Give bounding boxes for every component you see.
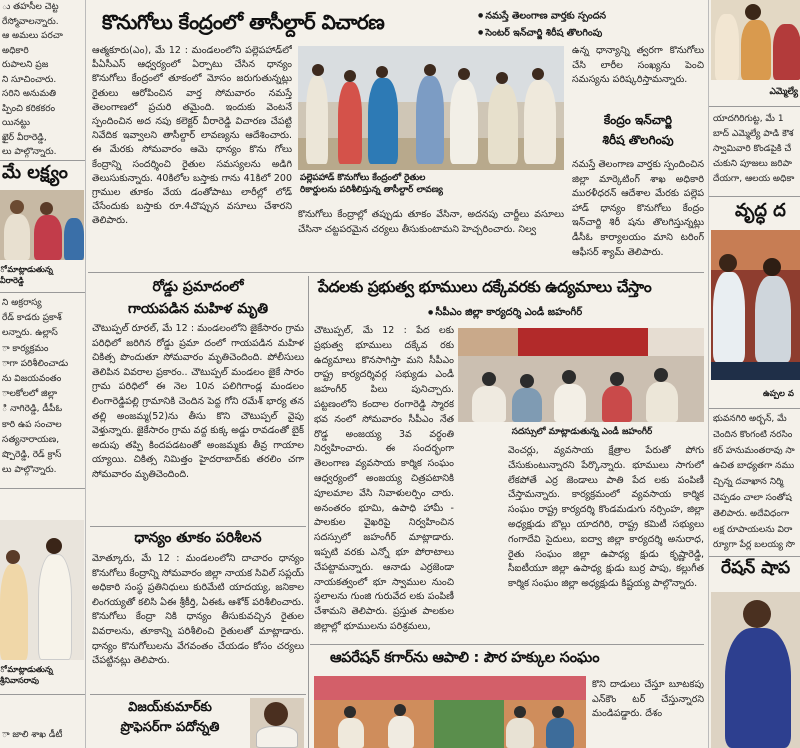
story3-headline: ధాన్యం తూకం పరిశీలన bbox=[134, 530, 262, 546]
story4-para1: చౌటుప్పల్, మే 12 : పేద లకు ప్రభుత్వ భూములు దక్కేవ రకు ఉద్యమాలు కొనసాగిస్తా మని సీపీఎం రాష్ట్ర కార్యదర్శివర్గ సభ్యుడు ఎండీ జహంగీర్ పిలు పునిచ్చారు. పట్టణంలోని కందాల రంగారెడ్డి స్మారక భవ నంలో సోమవారం సీపీఎం నేత రొడ్డ అంజయ్య 3వ వర్ధంతి నిర్వహించారు. ఈ సందర్భంగా తెలంగాణ వ్యవసాయ కార్మిక సంఘం ఆధ్వర్యంలో అంజయ్య చిత్రపటానికి పూలమాల వేసి నివాళులర్పిం చారు. అనంతరం భూమి, ఉపాధి హామీ - పాలకుల వైఖరిపై నిర్వహించిన సదస్సులో జహంగీర్ మాట్లాడారు. ఇప్పటి వరకు ఎన్నో భూ పోరాటాలు చేపట్టామన్నారు. ఆనాడు ఎర్రజెండా నాయకత్వంలో భూ స్వాముల నుంచి స్థలాలను గుంజి గురువేద లకు పంపిణీ చేశామని తెలిపారు. ప్రస్తుత పాలకుల జిల్లాల్లో భూములను పరిశ్రమలు, bbox=[314, 325, 454, 632]
story1-para2: కొనుగోలు కేంద్రాల్లో తప్పుడు తూకం వేసినా, అదనపు చార్జీలు వసూలు చేసినా చట్టపరమైన చర్యలు తీసుకుంటామని హెచ్చరించారు. నిల్వ bbox=[298, 209, 564, 235]
story5-photo bbox=[314, 676, 586, 748]
story4-photo bbox=[458, 328, 704, 422]
story1-subhead: కేంద్రం ఇన్‌చార్జి శిరీష తొలగింపు bbox=[602, 113, 674, 147]
story1-bullets bbox=[478, 8, 704, 41]
story1-para1: ఆత్మకూరు(ఎం), మే 12 : మండలంలోని పల్లెపహాడ్‌లో పీఏసీఎస్ ఆధ్వర్యంలో ఏర్పాటు చేసిన ధాన్యం కొనుగోలు కేంద్రంలో తూకంలో మోసం జరుగుతున్నట్లు రైతులు ఆరోపించిన వార్త సోమవారం నమస్తే తెలంగాణలో ప్రచురి తమైంది. ఇందుకు వెంటనే స్పందించిన అద నపు కలెక్టర్ వీరారెడ్డి విచారణ చేపట్టి నివేదిక ఇవ్వాలని తాసీల్దార్ లావణ్యను ఆదేశించారు. ఈ మేరకు సోమవారం ఆమె ధాన్యం కొను గోలు కేంద్రాన్ని సందర్శించి రైతుల సమస్యలను అడిగి తెలుసుకున్నారు. 40కిలోల బస్తాకు గాను 41కిలో 200 గ్రాముల తూకం వేయ డంతోపాటు లారీల్లో లోడ్ చేసేందుకు బస్తాకు రూ.4చొప్పున వసూలు చేశారని తెలిపారు. bbox=[92, 45, 292, 227]
right-edge-column bbox=[708, 0, 800, 748]
story4-photo-caption: సదస్సులో మాట్లాడుతున్న ఎండీ జహంగీర్ bbox=[511, 427, 653, 437]
right-caption-mid: ఉప్పల వ bbox=[763, 389, 794, 399]
story2-headline: రోడ్డు ప్రమాదంలో గాయపడిన మహిళ మృతి bbox=[127, 279, 269, 317]
story1-para4: నమస్తే తెలంగాణ వార్తకు స్పందించిన జిల్లా మార్కెటింగ్ శాఖ అధికారి మురళీధరన్ ఆదేశాల మేరకు పల్లెప హాడ్ ధాన్యం కొనుగోలు కేంద్రం ఇన్‌చార్జి శిరీ షను తొలగిస్తున్నట్లు డీసీఓ కార్యాలయం మాని టరింగ్ ఆఫీసర్ శ్యామ్ తెలిపారు. bbox=[572, 159, 704, 258]
left-edge-column bbox=[0, 0, 86, 748]
story1-headline: కొనుగోలు కేంద్రంలో తాసీల్దార్ విచారణ bbox=[102, 10, 385, 34]
story3-photo bbox=[250, 698, 304, 748]
story3-headline-2: విజయ్‌కుమార్‌కు ప్రొఫెసర్‌గా పదోన్నతి bbox=[120, 700, 220, 735]
right-photo-top bbox=[711, 0, 800, 80]
story4-para2: వెంచర్లు, వ్యవసాయ క్షేత్రాల పేరుతో పోగు చేసుకుంటున్నారని పేర్కొన్నారు. భూములు సాగులో లేకపోతే ఎర్ర జెండాలు పాతి పేద లకు పంపిణీ చేస్తామన్నారు. కార్యక్రమంలో వ్యవసాయ కార్మిక సంఘం రాష్ట్ర కార్యదర్శి కొండమడుగు నర్సింహ, జిల్లా అధ్యక్షుడు బొల్లు యాదగిరి, రాష్ట్ర కమిటీ సభ్యులు గంగాదేవి సైదులు, ఐద్వా జిల్లా కార్యదర్శి అనురాధ, రైతు సంఘం జిల్లా ఉపాధ్య క్షుడు కృష్ణారెడ్డి, సీఐటీయూ జిల్లా ఉపాధ్య క్షుడు బుర్ర పాపు, కల్లుగీత కార్మిక సంఘం జిల్లా అధ్యక్షుడు కిష్టయ్య పాల్గొన్నారు. bbox=[508, 445, 704, 590]
story1-bullet-1: ● నమస్తే తెలంగాణ వార్తకు స్పందన bbox=[478, 8, 704, 25]
left-heading: మే లక్ష్యం bbox=[2, 162, 68, 183]
left-photo-top bbox=[0, 190, 84, 260]
right-heading: వృద్ధ ద bbox=[735, 200, 786, 221]
story4-headline: పేదలకు ప్రభుత్వ భూములు దక్కేవరకు ఉద్యమాలు చేస్తాం bbox=[318, 278, 652, 296]
story1-photo bbox=[298, 46, 564, 170]
left-photo-bottom bbox=[0, 520, 84, 660]
left-mid-text: ని అక్రరాస్య రేడ్ కాడరు ప్రకాశ్ లన్నారు. ఉల్లాస్ ా కార్యక్రమం ాగా పరిశీలించాడు ను విజయవంతం ాలకోలలో జిల్లా ి నాగిరెడ్డి, డీపీఓ కారి ఉప సంచాల సత్యనారాయణ, ష్పొరెడ్డి, రెడ్ క్రాస్ లు పాల్గొన్నారు. bbox=[2, 298, 69, 476]
right-text-2: భువనగిరి అర్బన్, మే చెందిన కొంగంటి నరసిం కర్ హనుమంతరావు సా ఉచిత బాధ్యతగా నము చ్చిన్న దవాఖాన నిర్మి చెప్పడం చాలా సంతోష తెలిపారు. అదేవిధంగా లక్ష రూపాయలను విరా ర్యూగా పేర్ల బలయ్య సొ bbox=[713, 414, 795, 551]
story5-text: కొని దాడులు చేస్తూ బూటకపు ఎన్‌కౌం టర్ చేస్తున్నారని మండిపడ్డారు. దేశం bbox=[592, 679, 704, 719]
right-caption-top: ఎమ్మెల్యే bbox=[769, 87, 798, 97]
right-text-1: యాదగిరిగుట్ట, మే 1 బాద్ ఎమ్మెల్యే పాడి కౌశ స్వామివారి కొండపైకి చే చుకుని పూజలు జరిపా దేయగా, ఆలయ అధికా bbox=[713, 114, 795, 184]
story1-para3: ఉన్న ధాన్యాన్ని త్వరగా కొనుగోలు చేసి లారీల సంఖ్యను పెంచి సమస్యను పరిష్కరిస్తామన్నారు. bbox=[572, 45, 704, 85]
left-caption-top: ో మాట్లాడుతున్న వీరారెడ్డి bbox=[0, 265, 53, 285]
story4-bullet: ● సీపీఎం జిల్లా కార్యదర్శి ఎండీ జహంగీర్ bbox=[428, 306, 582, 320]
story5-headline: ఆపరేషన్ కగార్‌ను ఆపాలి : పౌర హక్కుల సంఘం bbox=[330, 650, 600, 666]
story1-bullet-2: ● సెంటర్ ఇన్‌చార్జి శిరీష తొలగింపు bbox=[478, 25, 704, 42]
left-caption-bottom: ో మాట్లాడుతున్న శ్రీనివాసరావు bbox=[0, 665, 53, 685]
story1-photo-caption: పల్లెపహాడ్ కొనుగోలు కేంద్రంలో రైతుల రికార్డులను పరిశీలిస్తున్న తాసీల్దార్ లావణ్య bbox=[300, 173, 443, 195]
right-photo-bottom bbox=[711, 592, 800, 748]
right-heading-2: రేషన్ షాప bbox=[721, 558, 791, 578]
story3-text: మోత్కూరు, మే 12 : మండలంలోని దాచారం ధాన్యం కొనుగోలు కేంద్రాన్ని సోమవారం జిల్లా నాయక సివిల్ సప్లయ్ అధికారి సంస్థ ప్రతినిధులు కురిమేటి యాదయ్య, జనికాల లింగయ్యతో కలిసి ఏఈ శ్రీకీర్తి, ఏఈఓ ఆశోక్ పరిశీలించారు. కొనుగోలు కేంద్రా నికి ధాన్యం తీసుకువచ్చిన రైతుల వివరాలను, తూకాన్ని పరిశీలించి రైతులతో మాట్లాడారు. ధాన్యం కొనుగోలులను వేగవంతం చేయడం కోసం చర్యలు చేపట్టినట్లు తెలిపారు. bbox=[92, 553, 304, 667]
right-photo-mid bbox=[711, 230, 800, 380]
left-top-text: ు తహసీల చెట్ట రేస్మోవాలన్నారు. ఆ అమలు పరచా అధికారి రుపాలని ప్రజ ని సూచించారు. సరిని అనుమతి ప్పించి కరికకరం యినట్టు ఖైర్ వీరారెడ్డి, లు పాల్గొన్నారు. bbox=[2, 2, 63, 157]
story2-text: చౌటుప్పల్ రూరల్, మే 12 : మండలంలోని జైకేసారం గ్రామ పరిధిలో జరిగిన రోడ్డు ప్రమా దంలో గాయపడిన మహిళ చికిత్స పొందుతూ సోమవారం మృతిచెందింది. పోలీసులు తెలిపిన వివరాల ప్రకారం.. చౌటుప్పల్ మండలం జైకే సారం గ్రామ పరిధిలో ఈ నెల 10న పలిగిగాండ్ల మండలం లింగారెడ్డిపల్లి గ్రామానికి చెందిన పెద్ద గోని రమేశ్ భార్య తన తల్లి అంజమ్మ(52)ను తీసు కొని చౌటుప్పల్ వైపు వెళ్తున్నారు. జైకేసారం గ్రామ వద్ద కుక్క అడ్డు రావడంతో బైక్ అదుపు తప్పి కిందపడటంతో అంజమ్మకు తీవ్ర గాయాల య్యాయి. చికిత్స నిమిత్తం హైదరాబాద్‌కు తరలిం చగా సోమవారం మృతిచెందింది. bbox=[92, 323, 304, 480]
left-bottom-text: ా జాలి శాఖ డీటీ bbox=[2, 730, 63, 740]
